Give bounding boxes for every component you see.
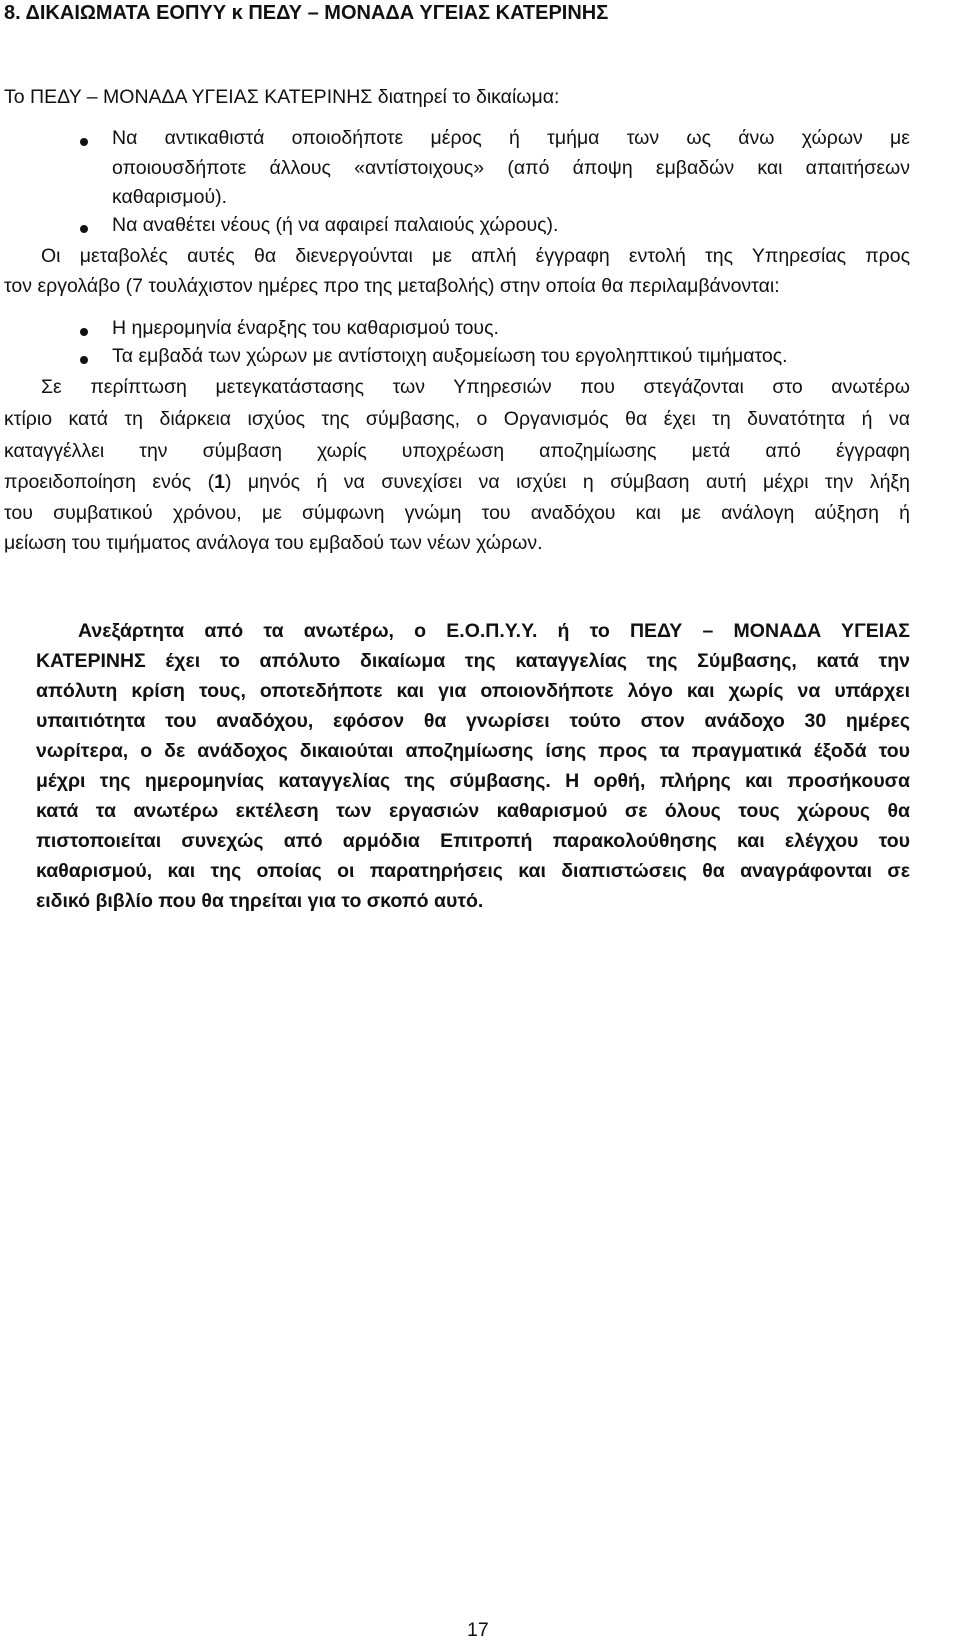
list-item-line: Να αντικαθιστά οποιοδήποτε μέρος ή τμήμα των ως άνω χώρων με (112, 127, 910, 149)
paragraph-segment-bold: 1 (214, 471, 225, 493)
changes-paragraph-line: τον εργολάβο (7 τουλάχιστον ημέρες προ της μεταβολής) στην οποία θα περιλαμβάνονται: (4, 275, 780, 297)
bullet-icon (80, 225, 88, 233)
bullet-icon (80, 328, 88, 336)
page-number: 17 (467, 1619, 489, 1641)
bullet-icon (80, 138, 88, 146)
paragraph-segment: προειδοποίηση ενός ( (4, 471, 215, 493)
paragraph-line: απόλυτη κρίση τους, οποτεδήποτε και για οποιονδήποτε λόγο και χωρίς να υπάρχει (36, 680, 910, 702)
paragraph-line: κτίριο κατά τη διάρκεια ισχύος της σύμβασης, ο Οργανισμός θα έχει τη δυνατότητα ή να (4, 408, 910, 430)
section-heading: 8. ΔΙΚΑΙΩΜΑΤΑ ΕΟΠΥΥ κ ΠΕΔΥ – ΜΟΝΑΔΑ ΥΓΕΙΑΣ ΚΑΤΕΡΙΝΗΣ (4, 2, 609, 24)
paragraph-line (4, 469, 910, 495)
paragraph-line: του συμβατικού χρόνου, με σύμφωνη γνώμη του αναδόχου και με ανάλογη αύξηση ή (4, 502, 910, 524)
changes-paragraph-line: Οι μεταβολές αυτές θα διενεργούνται με απλή έγγραφη εντολή της Υπηρεσίας προς (41, 245, 910, 267)
paragraph-line: μέχρι της ημερομηνίας καταγγελίας της σύμβασης. Η ορθή, πλήρης και προσήκουσα (36, 770, 910, 792)
paragraph-line: υπαιτιότητα του αναδόχου, εφόσον θα γνωρίσει τούτο στον ανάδοχο 30 ημέρες (36, 710, 910, 732)
paragraph-line: πιστοποιείται συνεχώς από αρμόδια Επιτροπή παρακολούθησης και ελέγχου του (36, 830, 910, 852)
list-item-line: Να αναθέτει νέους (ή να αφαιρεί παλαιούς χώρους). (112, 214, 559, 236)
paragraph-line: νωρίτερα, ο δε ανάδοχος δικαιούται αποζημίωσης ίσης προς τα πραγματικά έξοδά του (36, 740, 910, 762)
paragraph-line: καταγγέλλει την σύμβαση χωρίς υποχρέωση αποζημίωσης μετά από έγγραφη (4, 440, 910, 462)
paragraph-line: ΚΑΤΕΡΙΝΗΣ έχει το απόλυτο δικαίωμα της καταγγελίας της Σύμβασης, κατά την (36, 650, 910, 672)
intro-text: Το ΠΕΔΥ – ΜΟΝΑΔΑ ΥΓΕΙΑΣ ΚΑΤΕΡΙΝΗΣ διατηρεί το δικαίωμα: (4, 86, 560, 108)
paragraph-line: καθαρισμού, και της οποίας οι παρατηρήσεις και διαπιστώσεις θα αναγράφονται σε (36, 860, 910, 882)
list-item-line: οποιουσδήποτε άλλους «αντίστοιχους» (από άποψη εμβαδών και απαιτήσεων (112, 157, 910, 179)
bullet-icon (80, 356, 88, 364)
paragraph-line: Σε περίπτωση μετεγκατάστασης των Υπηρεσιών που στεγάζονται στο ανωτέρω (41, 376, 910, 398)
paragraph-line: ειδικό βιβλίο που θα τηρείται για το σκοπό αυτό. (36, 890, 484, 912)
paragraph-line: μείωση του τιμήματος ανάλογα του εμβαδού των νέων χώρων. (4, 532, 543, 554)
list-item-line: καθαρισμού). (112, 186, 228, 208)
paragraph-segment: ) μηνός ή να συνεχίσει να ισχύει η σύμβαση αυτή μέχρι την λήξη (224, 471, 910, 493)
list-item-line: Τα εμβαδά των χώρων με αντίστοιχη αυξομείωση του εργοληπτικού τιμήματος. (112, 345, 788, 367)
paragraph-line: κατά τα ανωτέρω εκτέλεση των εργασιών καθαρισμού σε όλους τους χώρους θα (36, 800, 910, 822)
paragraph-line: Ανεξάρτητα από τα ανωτέρω, ο Ε.Ο.Π.Υ.Υ. ή το ΠΕΔΥ – ΜΟΝΑΔΑ ΥΓΕΙΑΣ (78, 620, 910, 642)
list-item-line: Η ημερομηνία έναρξης του καθαρισμού τους. (112, 317, 499, 339)
